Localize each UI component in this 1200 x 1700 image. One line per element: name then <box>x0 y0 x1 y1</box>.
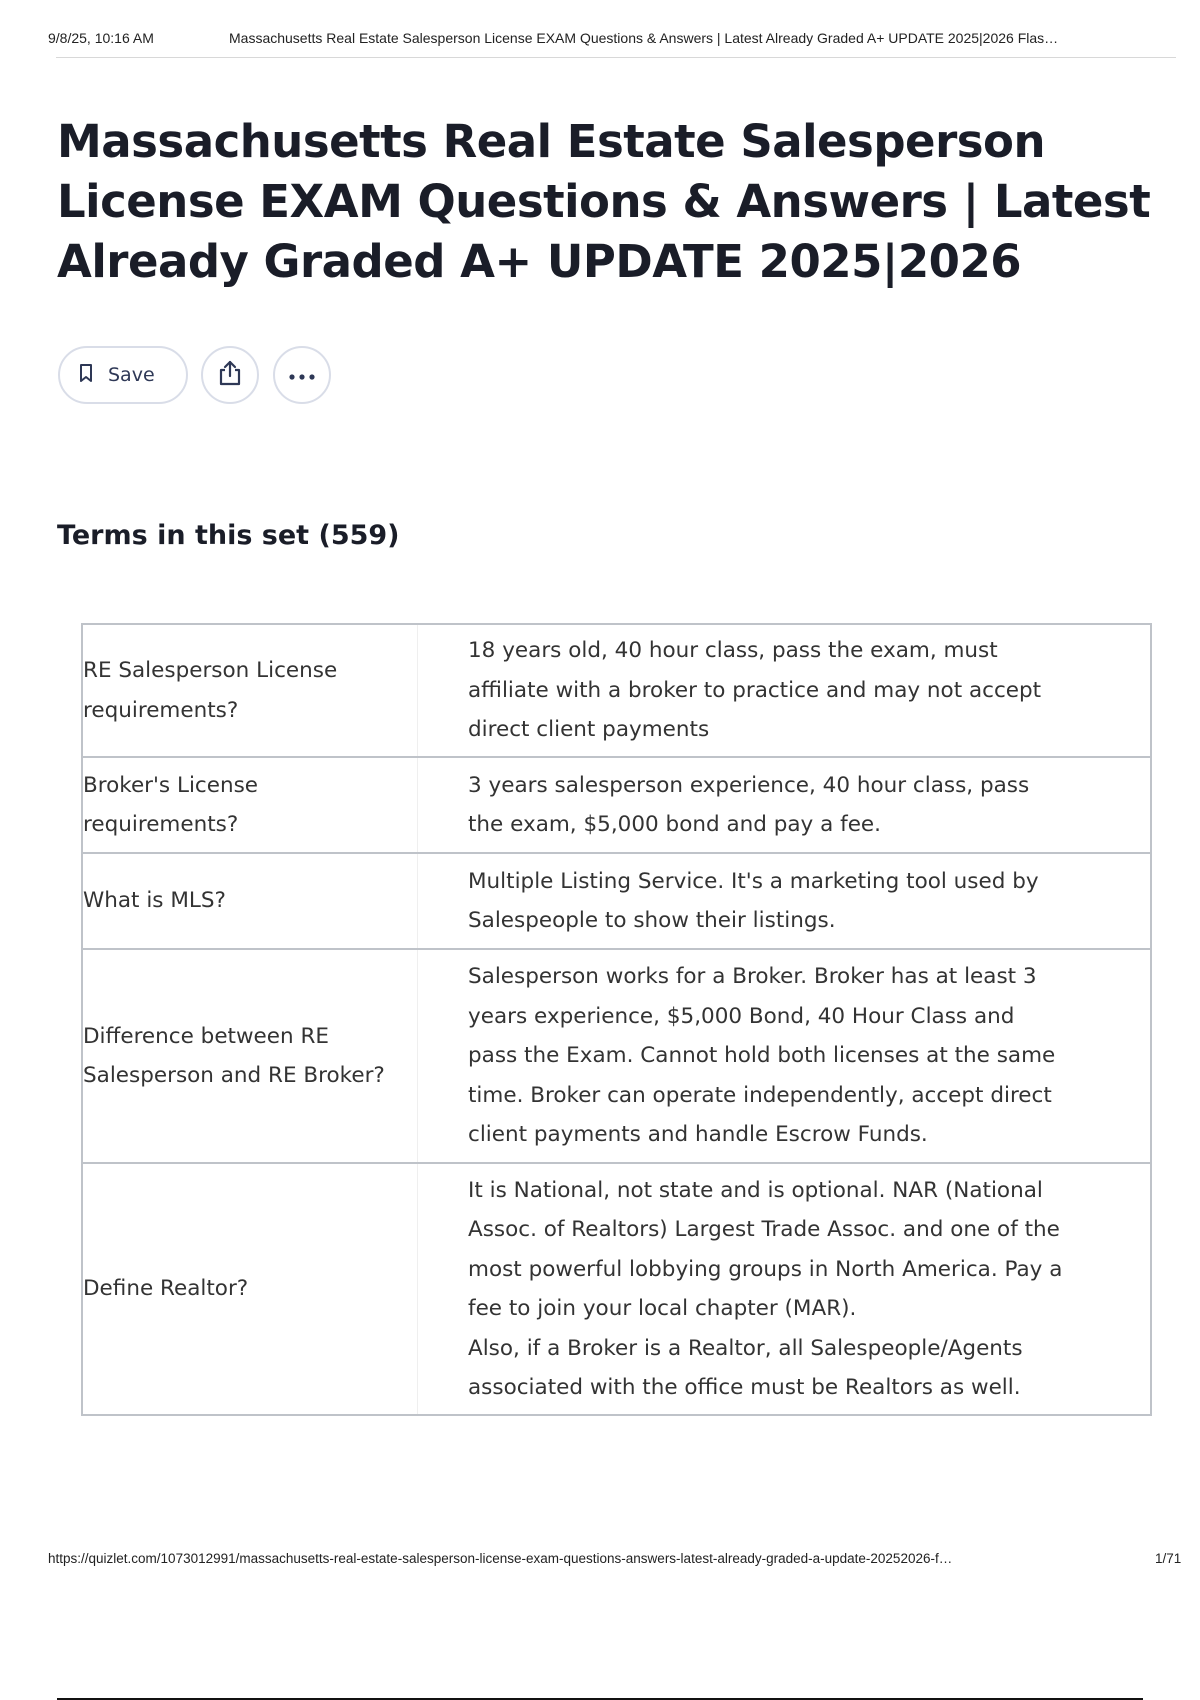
definition-text: Salesperson works for a Broker. Broker has at least 3 years experience, $5,000 Bond, 40 Hour Class and pass the Exam. Cannot hold both licenses at the same time. Broker can operate independently, accept direct client payments and handle Escrow Funds. <box>468 964 1056 1148</box>
definition-text: Multiple Listing Service. It's a marketing tool used by Salespeople to show their listings. <box>468 868 1039 933</box>
terms-heading: Terms in this set (559) <box>57 520 400 551</box>
print-url: https://quizlet.com/1073012991/massachusetts-real-estate-salesperson-license-exam-questions-answers-latest-already-graded-a-update-20252026-f… <box>48 1551 953 1566</box>
definition-text: 18 years old, 40 hour class, pass the exam, must affiliate with a broker to practice and may not accept direct client payments <box>468 638 1042 743</box>
definition-cell <box>418 624 1152 757</box>
print-date: 9/8/25, 10:16 AM <box>48 30 154 46</box>
header-divider <box>56 57 1176 58</box>
definition-cell <box>418 1163 1152 1415</box>
page-title: Massachusetts Real Estate Salesperson License EXAM Questions & Answers | Latest Already Graded A+ UPDATE 2025|2026 <box>57 115 1151 288</box>
term-cell: RE Salesperson License requirements? <box>82 624 418 757</box>
term-row <box>82 853 1151 949</box>
definition-text: It is National, not state and is optional. NAR (National Assoc. of Realtors) Largest Trade Assoc. and one of the most powerful lobbying groups in North America. Pay a fee to join your local chapter (MAR). <box>468 1177 1063 1321</box>
term-row <box>82 757 1151 853</box>
share-button[interactable] <box>201 346 259 404</box>
term-row <box>82 1163 1151 1415</box>
terms-table <box>81 623 1152 1416</box>
term-cell: Define Realtor? <box>82 1163 418 1415</box>
print-header <box>48 30 1182 58</box>
term-row <box>82 624 1151 757</box>
definition-cell <box>418 757 1152 853</box>
definition-cell <box>418 853 1152 949</box>
save-button[interactable] <box>58 346 188 404</box>
term-cell: Broker's License requirements? <box>82 757 418 853</box>
page-number: 1/71 <box>1155 1551 1182 1566</box>
more-horizontal-icon <box>288 366 316 385</box>
definition-cell <box>418 949 1152 1163</box>
share-icon <box>217 359 243 391</box>
term-row <box>82 949 1151 1163</box>
save-button-label: Save <box>108 364 155 386</box>
term-cell: Difference between RE Salesperson and RE Broker? <box>82 949 418 1163</box>
print-document-title: Massachusetts Real Estate Salesperson License EXAM Questions & Answers | Latest Already Graded A+ UPDATE 2025|2026 Flas… <box>229 30 1059 46</box>
term-cell: What is MLS? <box>82 853 418 949</box>
more-options-button[interactable] <box>273 346 331 404</box>
definition-text: Also, if a Broker is a Realtor, all Salespeople/Agents associated with the office must be Realtors as well. <box>468 1335 1023 1400</box>
definition-text: 3 years salesperson experience, 40 hour class, pass the exam, $5,000 bond and pay a fee. <box>468 772 1030 837</box>
bookmark-icon <box>78 363 94 387</box>
